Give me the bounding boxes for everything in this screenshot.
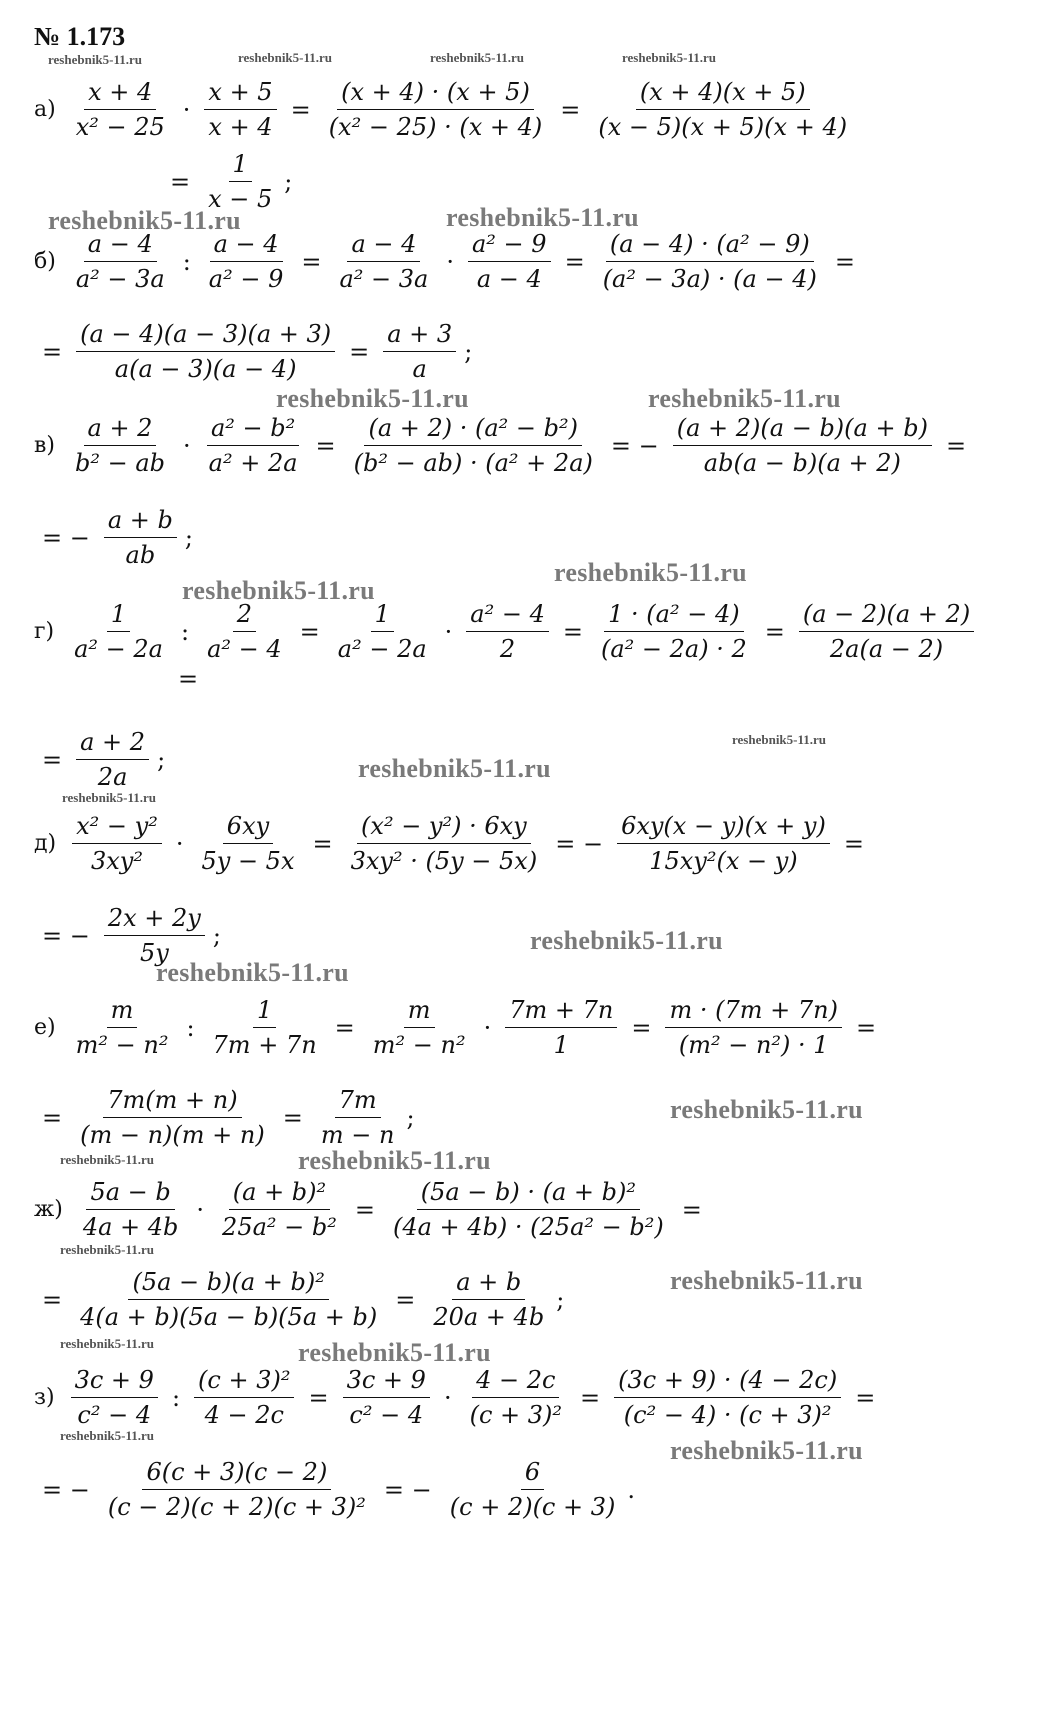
numerator: 4 − 2c: [472, 1366, 559, 1398]
denominator: b² − ab: [74, 449, 165, 477]
numerator: 3c + 9: [343, 1366, 430, 1398]
watermark: reshebnik5-11.ru: [60, 1428, 155, 1443]
operator: =: [170, 167, 191, 196]
denominator: a² + 2a: [208, 449, 298, 477]
operator: =: [42, 1285, 63, 1314]
fraction: [599, 230, 821, 293]
numerator: (a − 4)(a − 3)(a + 3): [76, 320, 335, 352]
numerator: 6xy(x − y)(x + y): [617, 812, 830, 844]
problem-g-line-2: [170, 665, 206, 693]
denominator: x + 4: [208, 113, 273, 141]
numerator: 7m(m + n): [103, 1086, 241, 1118]
denominator: (c² − 4) · (c + 3)²: [623, 1401, 832, 1429]
denominator: a² − 2a: [74, 635, 163, 663]
numerator: m: [107, 996, 138, 1028]
problem-label: ж): [34, 1197, 63, 1222]
watermark: reshebnik5-11.ru: [298, 1146, 491, 1175]
denominator: 5y: [139, 939, 169, 967]
operator: =: [681, 1195, 702, 1224]
numerator: (x² − y²) · 6xy: [357, 812, 531, 844]
denominator: (b² − ab) · (a² + 2a): [353, 449, 593, 477]
punctuation: ;: [464, 337, 473, 366]
denominator: c² − 4: [77, 1401, 152, 1429]
problem-label: д): [34, 831, 57, 856]
denominator: (m − n)(m + n): [80, 1121, 265, 1149]
denominator: 5y − 5x: [201, 847, 295, 875]
numerator: 6: [521, 1458, 544, 1490]
problem-label: а): [34, 97, 56, 122]
operator: ·: [446, 247, 454, 276]
watermark: reshebnik5-11.ru: [48, 206, 241, 235]
denominator: (c − 2)(c + 2)(c + 3)²: [107, 1493, 366, 1521]
operator: =: [334, 1013, 355, 1042]
operator: =: [560, 95, 581, 124]
problem-d-line-2: [34, 904, 221, 967]
operator: =: [354, 1195, 375, 1224]
denominator: (a² − 2a) · 2: [600, 635, 747, 663]
operator: =: [299, 617, 320, 646]
watermark: reshebnik5-11.ru: [670, 1436, 863, 1465]
denominator: 2: [499, 635, 516, 663]
watermark: reshebnik5-11.ru: [446, 203, 639, 232]
problem-a-line-1: [34, 78, 857, 141]
denominator: 25a² − b²: [222, 1213, 337, 1241]
fraction: [325, 78, 547, 141]
fraction: [71, 1366, 158, 1429]
fraction: [335, 230, 432, 293]
operator: =: [580, 1383, 601, 1412]
numerator: (a − 2)(a + 2): [799, 600, 974, 632]
numerator: (x + 4)(x + 5): [636, 78, 810, 110]
operator: =: [308, 1383, 329, 1412]
punctuation: ;: [157, 745, 166, 774]
numerator: (c + 3)²: [194, 1366, 294, 1398]
fraction: [468, 230, 551, 293]
operator: ·: [483, 1013, 492, 1042]
numerator: (5a − b) · (a + b)²: [417, 1178, 640, 1210]
numerator: (a + 2) · (a² − b²): [364, 414, 582, 446]
denominator: a² − 3a: [339, 265, 429, 293]
problem-b-line-1: [34, 230, 863, 293]
numerator: a + b: [104, 506, 177, 538]
denominator: a(a − 3)(a − 4): [114, 355, 297, 383]
problem-e-line-1: [34, 996, 884, 1059]
numerator: a − 4: [347, 230, 420, 262]
fraction: [594, 78, 851, 141]
denominator: (c + 3)²: [469, 1401, 563, 1429]
operator: :: [186, 1013, 195, 1042]
denominator: (x − 5)(x + 5)(x + 4): [598, 113, 848, 141]
numerator: 6xy: [223, 812, 273, 844]
denominator: 4 − 2c: [204, 1401, 284, 1429]
numerator: (5a − b)(a + b)²: [128, 1268, 328, 1300]
fraction: [72, 996, 173, 1059]
numerator: a − 4: [210, 230, 283, 262]
fraction: [204, 78, 276, 141]
fraction: [76, 1268, 381, 1331]
punctuation: ;: [556, 1285, 565, 1314]
operator: ·: [175, 829, 184, 858]
denominator: a² − 4: [207, 635, 282, 663]
denominator: 15xy²(x − y): [649, 847, 798, 875]
denominator: (c + 2)(c + 3): [449, 1493, 616, 1521]
operator: =: [855, 1013, 877, 1042]
operator: =: [178, 665, 199, 693]
operator: =: [42, 1103, 63, 1132]
operator: = −: [42, 921, 90, 950]
punctuation: ;: [284, 167, 293, 196]
fraction: [343, 1366, 430, 1429]
operator: =: [312, 829, 333, 858]
watermark: reshebnik5-11.ru: [60, 1152, 155, 1167]
problem-label: з): [34, 1385, 55, 1410]
watermark: reshebnik5-11.ru: [648, 384, 841, 413]
denominator: (4a + 4b) · (25a² − b²): [392, 1213, 664, 1241]
numerator: a + 2: [84, 414, 157, 446]
denominator: a² − 3a: [75, 265, 165, 293]
punctuation: .: [627, 1475, 636, 1504]
fraction: [614, 1366, 841, 1429]
numerator: a² − b²: [207, 414, 299, 446]
fraction: [205, 414, 302, 477]
numerator: a² − 9: [468, 230, 551, 262]
denominator: x² − 25: [75, 113, 165, 141]
denominator: (m² − n²) · 1: [678, 1031, 829, 1059]
operator: :: [171, 1383, 181, 1412]
denominator: 4a + 4b: [82, 1213, 179, 1241]
problem-g-line-1: [34, 600, 980, 663]
denominator: a − 4: [476, 265, 542, 293]
problem-a-line-2: [162, 150, 292, 213]
fraction: [466, 600, 549, 663]
numerator: a + b: [452, 1268, 525, 1300]
watermark: reshebnik5-11.ru: [60, 1336, 155, 1351]
fraction: [617, 812, 830, 875]
numerator: 7m: [335, 1086, 381, 1118]
operator: = −: [555, 829, 604, 858]
watermark: reshebnik5-11.ru: [238, 50, 333, 65]
watermark: reshebnik5-11.ru: [156, 958, 349, 987]
operator: =: [562, 617, 583, 646]
problem-e-line-2: [34, 1086, 415, 1149]
fraction: [79, 1178, 183, 1241]
denominator: (x² − 25) · (x + 4): [328, 113, 543, 141]
operator: ·: [183, 431, 191, 460]
fraction: [317, 1086, 399, 1149]
operator: = −: [42, 1475, 90, 1504]
fraction: [205, 230, 288, 293]
watermark: reshebnik5-11.ru: [530, 926, 723, 955]
fraction: [72, 812, 162, 875]
problem-z-line-2: [34, 1458, 635, 1521]
operator: =: [42, 337, 63, 366]
problem-label: б): [34, 249, 56, 274]
numerator: 1 · (a² − 4): [604, 600, 743, 632]
numerator: 2x + 2y: [104, 904, 205, 936]
watermark: reshebnik5-11.ru: [298, 1338, 491, 1367]
operator: = −: [383, 1475, 432, 1504]
operator: =: [843, 829, 864, 858]
operator: ·: [182, 95, 191, 124]
problem-number: № 1.173: [34, 22, 126, 51]
numerator: 3c + 9: [71, 1366, 158, 1398]
fraction: [203, 600, 286, 663]
fraction: [194, 1366, 294, 1429]
problem-z-line-1: [34, 1366, 883, 1429]
problem-zh-line-2: [34, 1268, 564, 1331]
watermark: reshebnik5-11.ru: [430, 50, 525, 65]
operator: = −: [42, 523, 90, 552]
fraction: [389, 1178, 668, 1241]
operator: =: [282, 1103, 303, 1132]
watermark: reshebnik5-11.ru: [48, 52, 143, 67]
denominator: 20a + 4b: [433, 1303, 545, 1331]
denominator: m² − n²: [372, 1031, 466, 1059]
punctuation: ;: [406, 1103, 415, 1132]
numerator: 1: [253, 996, 276, 1028]
denominator: a² − 2a: [337, 635, 427, 663]
punctuation: ;: [212, 921, 221, 950]
fraction: [70, 600, 167, 663]
operator: =: [42, 745, 63, 774]
punctuation: ;: [184, 523, 193, 552]
operator: =: [834, 247, 855, 276]
watermark: reshebnik5-11.ru: [554, 558, 747, 587]
numerator: (3c + 9) · (4 − 2c): [614, 1366, 841, 1398]
denominator: 3xy² · (5y − 5x): [350, 847, 538, 875]
denominator: (a² − 3a) · (a − 4): [602, 265, 817, 293]
problem-label: в): [34, 433, 55, 458]
operator: =: [290, 95, 311, 124]
numerator: a − 4: [84, 230, 157, 262]
problem-d-line-1: [34, 812, 872, 875]
watermark: reshebnik5-11.ru: [732, 732, 827, 747]
operator: =: [395, 1285, 416, 1314]
problem-label: г): [34, 619, 55, 644]
fraction: [799, 600, 974, 663]
numerator: 1: [229, 150, 252, 182]
denominator: ab(a − b)(a + 2): [703, 449, 901, 477]
numerator: 6(c + 3)(c − 2): [142, 1458, 331, 1490]
fraction: [369, 996, 470, 1059]
problem-v-line-1: [34, 414, 974, 477]
operator: =: [315, 431, 336, 460]
denominator: a: [412, 355, 427, 383]
problem-g-line-3: [34, 728, 165, 791]
fraction: [429, 1268, 548, 1331]
numerator: 5a − b: [86, 1178, 174, 1210]
fraction: [71, 414, 169, 477]
problem-zh-line-1: [34, 1178, 710, 1241]
operator: = −: [610, 431, 659, 460]
problem-label: е): [34, 1015, 56, 1040]
denominator: 4(a + b)(5a − b)(5a + b): [80, 1303, 378, 1331]
fraction: [347, 812, 542, 875]
numerator: x + 4: [84, 78, 156, 110]
numerator: 1: [371, 600, 394, 632]
numerator: a + 2: [76, 728, 149, 760]
problem-v-line-2: [34, 506, 193, 569]
denominator: 2a(a − 2): [829, 635, 944, 663]
numerator: (x + 4) · (x + 5): [337, 78, 534, 110]
fraction: [76, 728, 149, 791]
fraction: [383, 320, 456, 383]
fraction: [665, 996, 842, 1059]
fraction: [76, 320, 335, 383]
operator: ·: [196, 1195, 205, 1224]
numerator: x² − y²: [72, 812, 162, 844]
denominator: ab: [125, 541, 156, 569]
operator: =: [631, 1013, 652, 1042]
numerator: (a + 2)(a − b)(a + b): [673, 414, 932, 446]
operator: =: [855, 1383, 876, 1412]
operator: =: [301, 247, 322, 276]
fraction: [104, 1458, 370, 1521]
watermark: reshebnik5-11.ru: [358, 754, 551, 783]
numerator: 2: [233, 600, 256, 632]
numerator: m · (7m + 7n): [665, 996, 842, 1028]
watermark: reshebnik5-11.ru: [62, 790, 157, 805]
fraction: [334, 600, 431, 663]
denominator: 2a: [97, 763, 128, 791]
operator: =: [349, 337, 370, 366]
operator: =: [564, 247, 585, 276]
fraction: [350, 414, 597, 477]
denominator: 1: [553, 1031, 569, 1059]
watermark: reshebnik5-11.ru: [182, 576, 375, 605]
denominator: a² − 9: [208, 265, 284, 293]
operator: :: [180, 617, 190, 646]
problem-b-line-2: [34, 320, 472, 383]
denominator: m − n: [320, 1121, 395, 1149]
operator: ·: [443, 1383, 452, 1412]
watermark: reshebnik5-11.ru: [670, 1266, 863, 1295]
fraction: [204, 150, 276, 213]
numerator: m: [404, 996, 435, 1028]
watermark: reshebnik5-11.ru: [60, 1242, 155, 1257]
numerator: 7m + 7n: [505, 996, 617, 1028]
operator: ·: [444, 617, 453, 646]
fraction: [597, 600, 751, 663]
fraction: [197, 812, 298, 875]
fraction: [76, 1086, 269, 1149]
fraction: [505, 996, 617, 1059]
numerator: (a − 4) · (a² − 9): [606, 230, 814, 262]
fraction: [218, 1178, 341, 1241]
fraction: [72, 78, 169, 141]
fraction: [72, 230, 169, 293]
fraction: [446, 1458, 620, 1521]
denominator: 3xy²: [91, 847, 143, 875]
numerator: (a + b)²: [229, 1178, 330, 1210]
watermark: reshebnik5-11.ru: [276, 384, 469, 413]
operator: =: [764, 617, 785, 646]
operator: =: [945, 431, 967, 460]
numerator: 1: [107, 600, 130, 632]
fraction: [104, 904, 205, 967]
fraction: [673, 414, 932, 477]
fraction: [209, 996, 321, 1059]
denominator: 7m + 7n: [212, 1031, 317, 1059]
fraction: [466, 1366, 566, 1429]
numerator: x + 5: [204, 78, 276, 110]
watermark: reshebnik5-11.ru: [622, 50, 717, 65]
numerator: a² − 4: [466, 600, 549, 632]
operator: :: [182, 247, 191, 276]
denominator: c² − 4: [349, 1401, 424, 1429]
numerator: a + 3: [383, 320, 456, 352]
denominator: m² − n²: [75, 1031, 169, 1059]
fraction: [104, 506, 177, 569]
watermark: reshebnik5-11.ru: [670, 1095, 863, 1124]
denominator: x − 5: [208, 185, 273, 213]
